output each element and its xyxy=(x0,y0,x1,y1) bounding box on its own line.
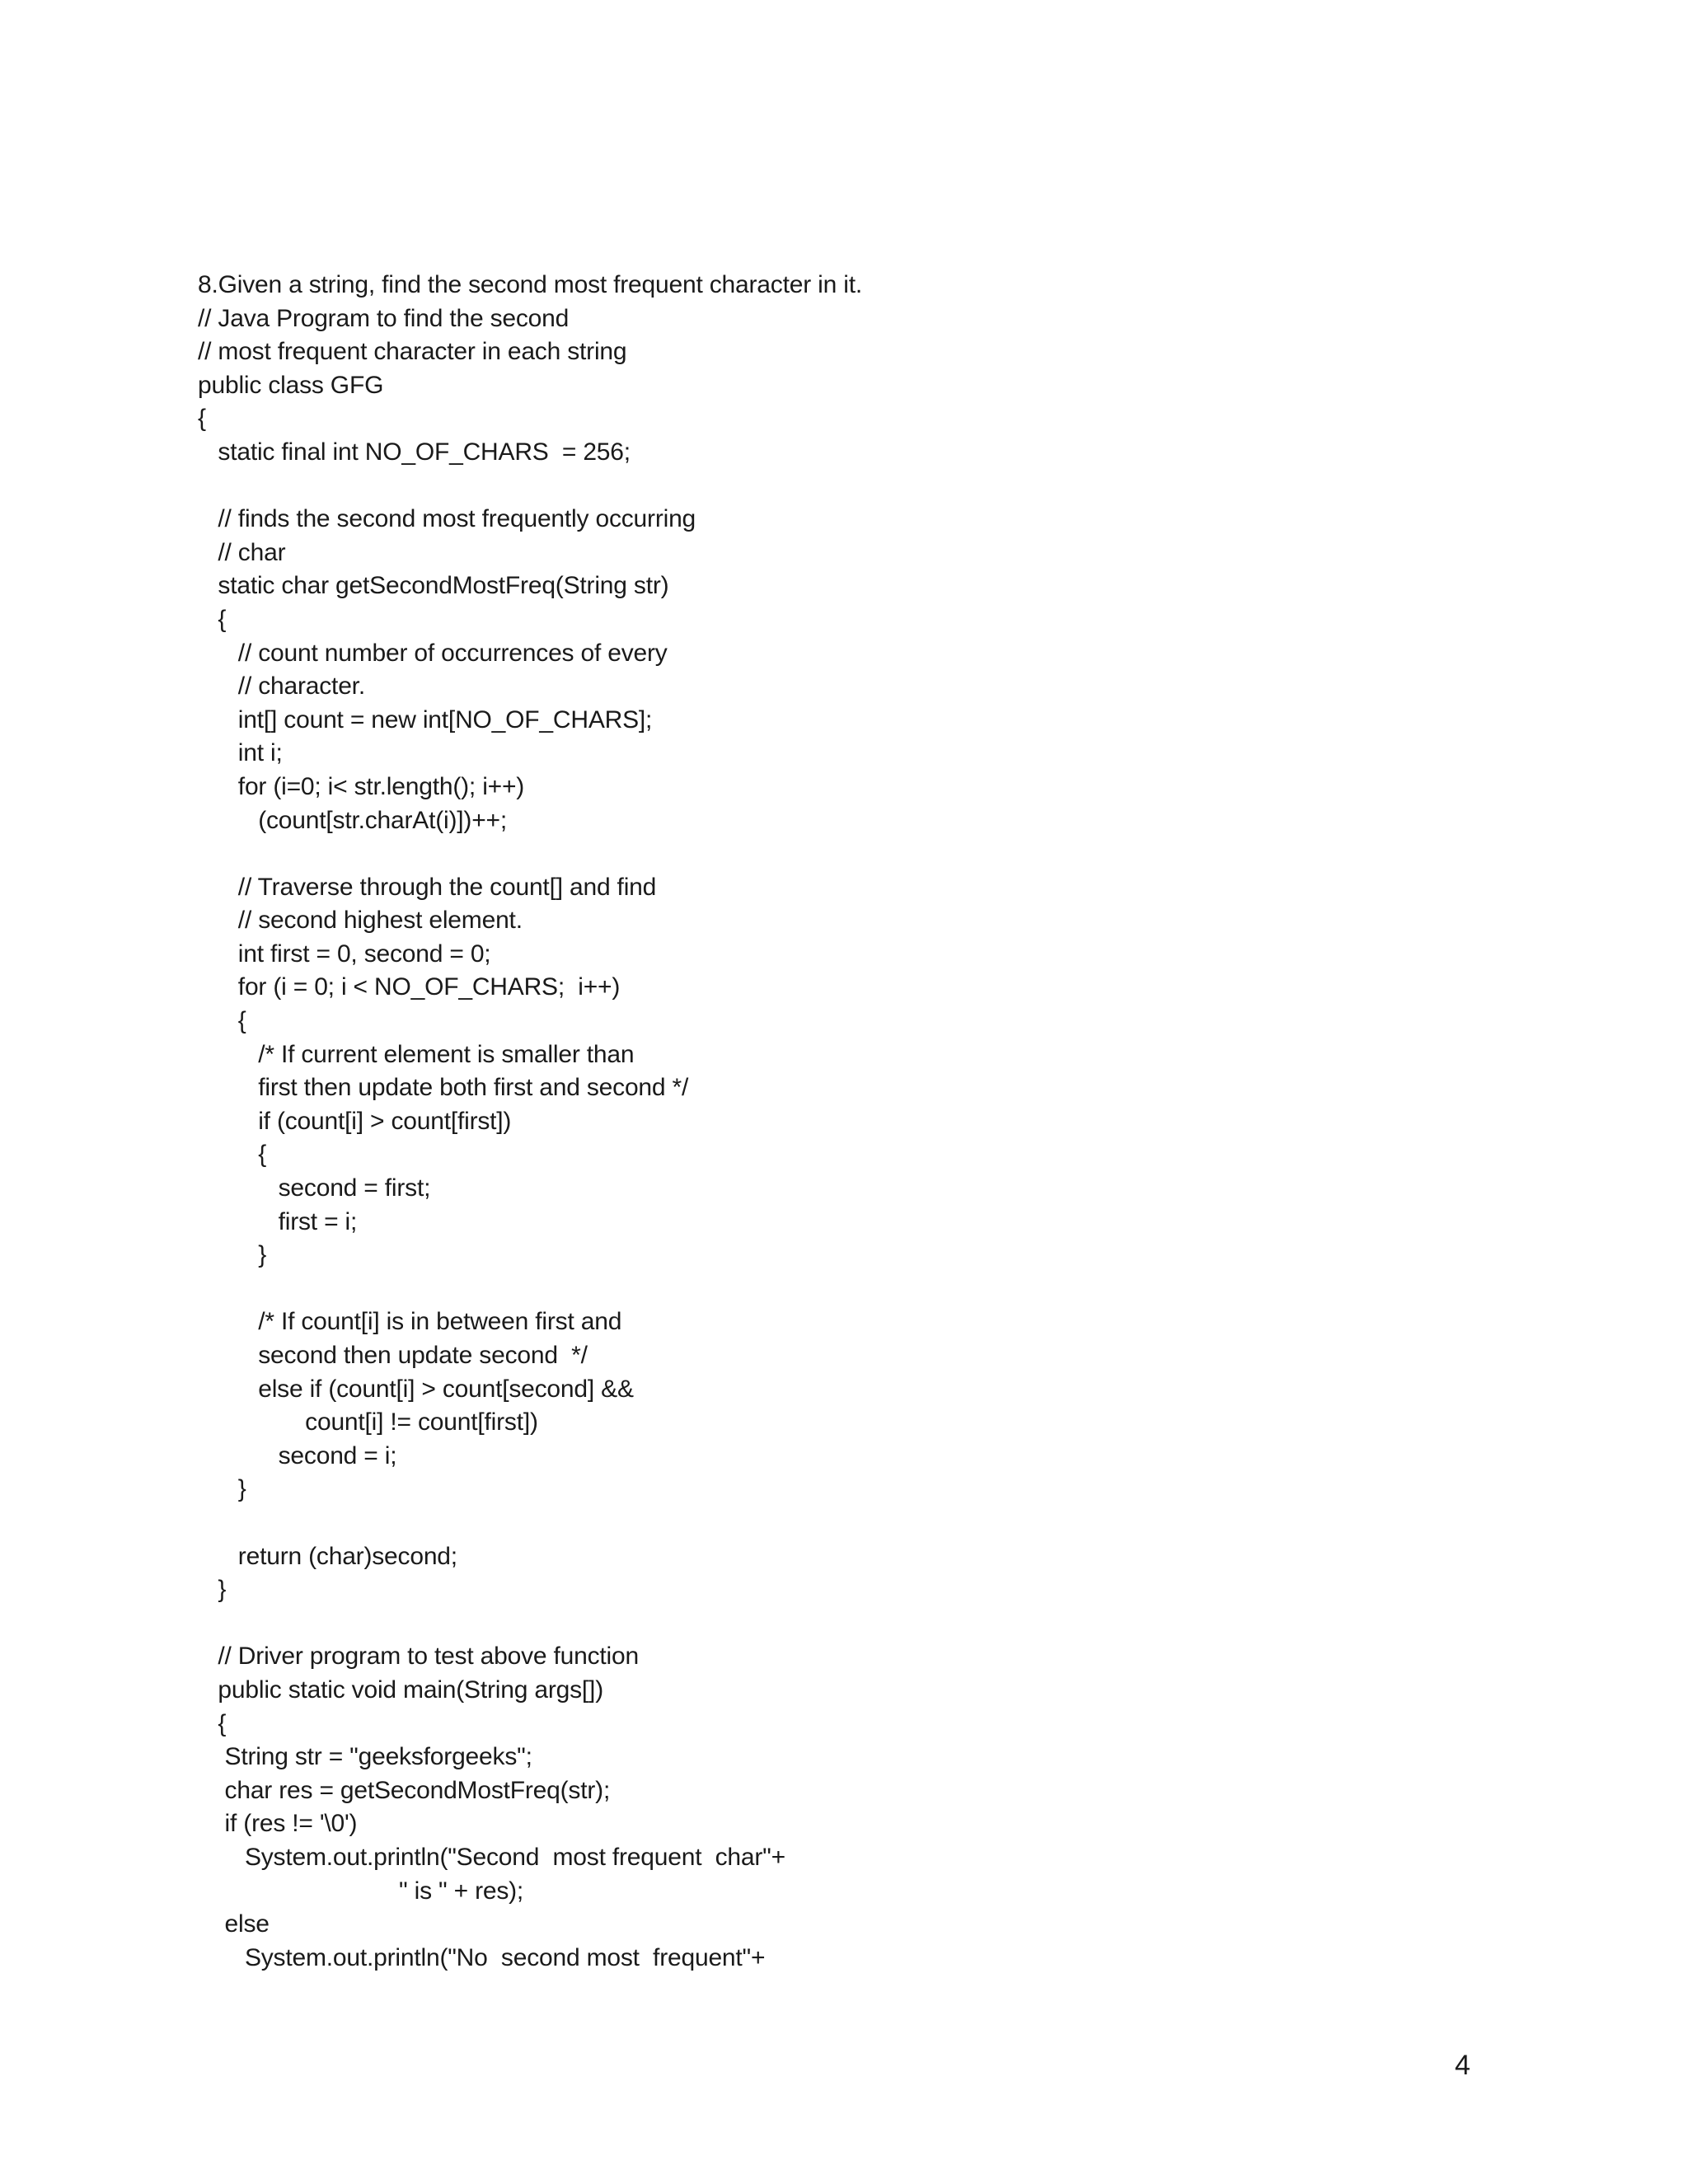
code-line: System.out.println("No second most frequent"+ xyxy=(198,1943,766,1971)
blank-line xyxy=(198,837,1558,871)
blank-line xyxy=(198,1607,1558,1641)
blank-line xyxy=(198,1272,1558,1306)
code-line: // finds the second most frequently occurring xyxy=(198,505,696,533)
code-line: /* If count[i] is in between first and xyxy=(198,1308,622,1336)
code-line: first then update both first and second */ xyxy=(198,1074,689,1102)
code-line: { xyxy=(198,1709,227,1737)
code-line: /* If current element is smaller than xyxy=(198,1040,635,1068)
code-line: int[] count = new int[NO_OF_CHARS]; xyxy=(198,705,653,733)
code-line: int first = 0, second = 0; xyxy=(198,940,491,968)
code-line: first = i; xyxy=(198,1207,358,1235)
page-number: 4 xyxy=(1455,2050,1470,2081)
code-line: { xyxy=(198,1007,246,1035)
code-line: return (char)second; xyxy=(198,1542,457,1570)
code-line: { xyxy=(198,605,227,633)
code-line: " is " + res); xyxy=(198,1877,524,1905)
code-line: { xyxy=(198,1141,267,1169)
code-line: static final int NO_OF_CHARS = 256; xyxy=(198,438,631,466)
document-body xyxy=(198,269,1558,1975)
code-line: } xyxy=(198,1241,267,1269)
code-line: char res = getSecondMostFreq(str); xyxy=(198,1776,611,1804)
code-line: count[i] != count[first]) xyxy=(198,1408,538,1436)
code-line: public static void main(String args[]) xyxy=(198,1675,603,1704)
code-line: } xyxy=(198,1475,246,1503)
code-line: System.out.println("Second most frequent char"+ xyxy=(198,1843,785,1871)
code-line: static char getSecondMostFreq(String str) xyxy=(198,572,669,600)
code-line: public class GFG xyxy=(198,371,384,399)
blank-line xyxy=(198,470,1558,504)
question-heading: 8.Given a string, find the second most frequent character in it. xyxy=(198,271,862,298)
code-line: int i; xyxy=(198,739,283,767)
code-line: // Traverse through the count[] and find xyxy=(198,873,657,901)
code-line: else xyxy=(198,1910,270,1938)
code-line: for (i=0; i< str.length(); i++) xyxy=(198,772,525,800)
code-line: second = i; xyxy=(198,1441,397,1469)
code-line: (count[str.charAt(i)])++; xyxy=(198,806,507,834)
code-line: if (res != '\0') xyxy=(198,1810,358,1838)
code-line: for (i = 0; i < NO_OF_CHARS; i++) xyxy=(198,973,621,1001)
code-line: // second highest element. xyxy=(198,907,523,935)
code-line: // char xyxy=(198,538,286,566)
code-line: } xyxy=(198,1576,227,1604)
code-line: // count number of occurrences of every xyxy=(198,639,668,667)
code-line: // most frequent character in each string xyxy=(198,338,627,366)
code-line: // Java Program to find the second xyxy=(198,304,570,332)
code-line: second then update second */ xyxy=(198,1342,588,1369)
code-line: // Driver program to test above function xyxy=(198,1643,639,1671)
blank-line xyxy=(198,1507,1558,1540)
code-line: // character. xyxy=(198,673,365,701)
code-line: { xyxy=(198,405,206,433)
code-line: else if (count[i] > count[second] && xyxy=(198,1375,634,1403)
code-line: second = first; xyxy=(198,1174,431,1202)
code-line: String str = "geeksforgeeks"; xyxy=(198,1743,532,1771)
code-line: if (count[i] > count[first]) xyxy=(198,1107,512,1135)
